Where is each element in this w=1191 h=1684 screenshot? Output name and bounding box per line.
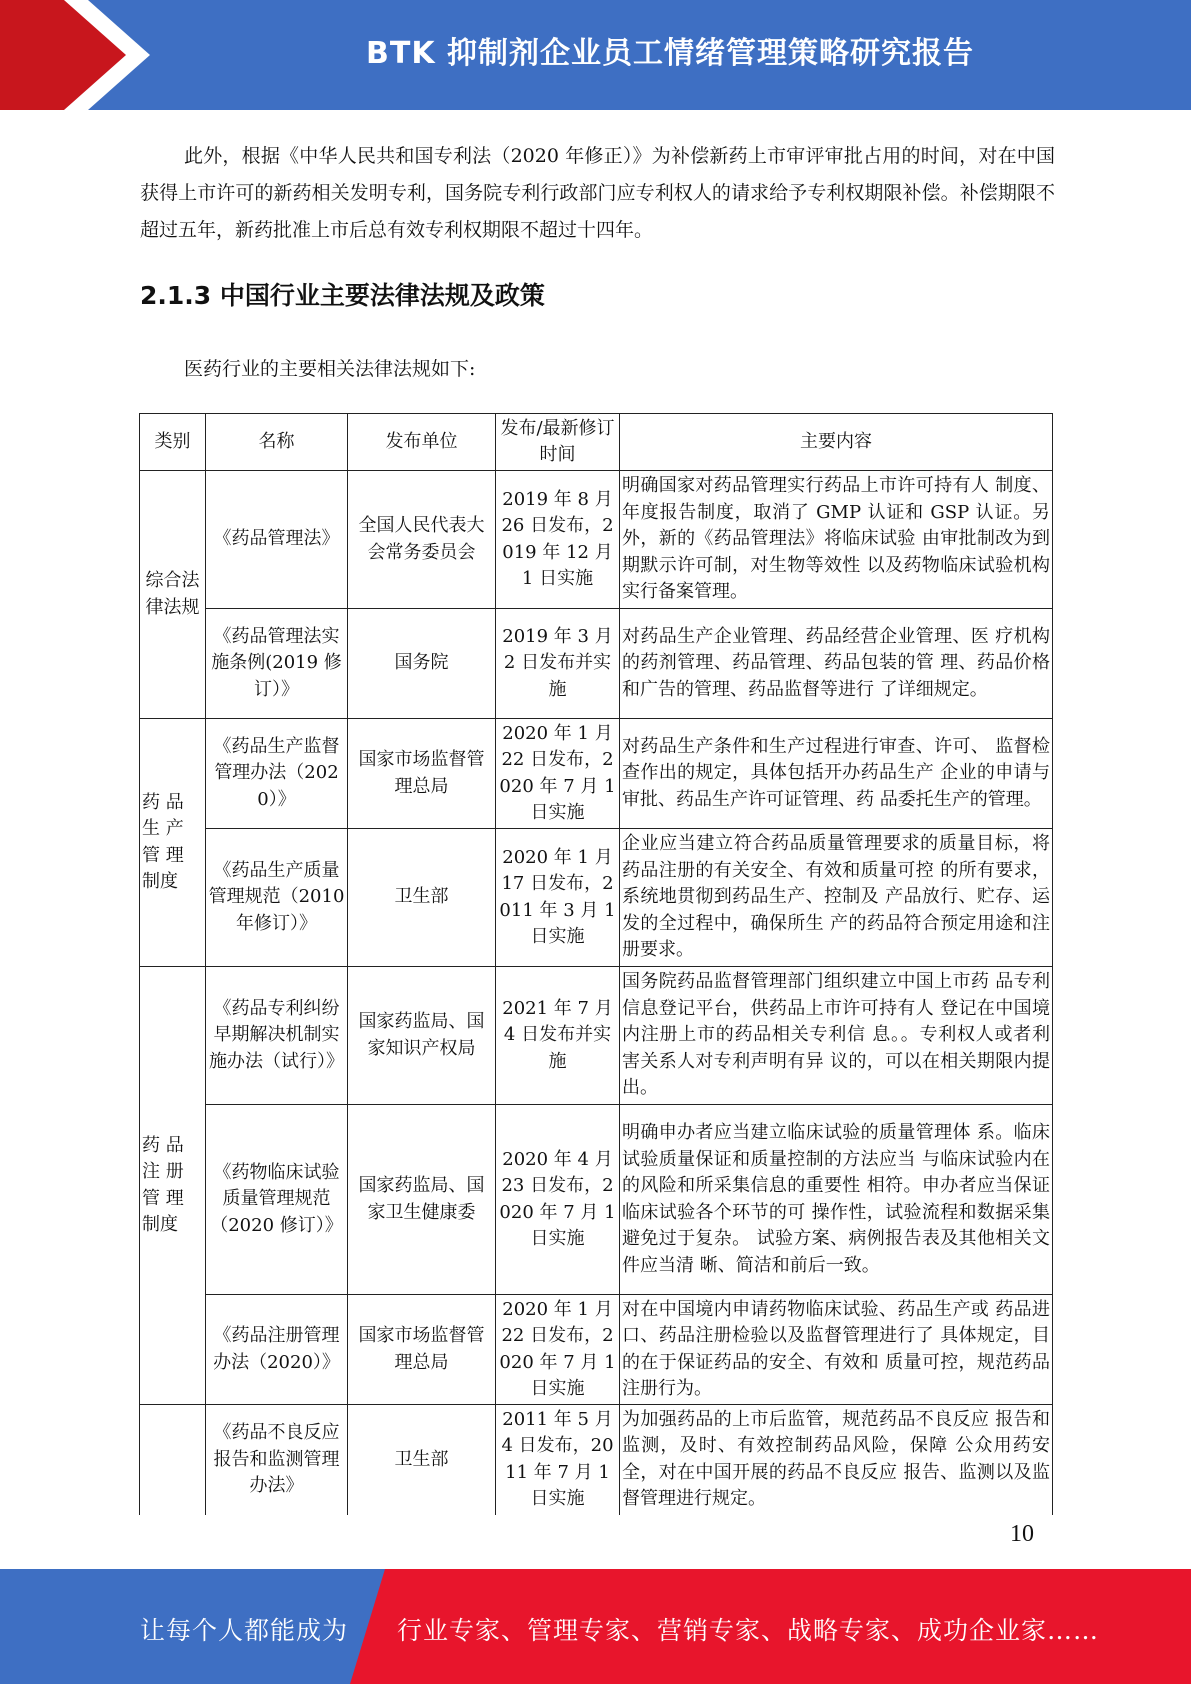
regulation-issuer: 国务院 xyxy=(348,609,496,719)
table-intro-text: 医药行业的主要相关法律法规如下: xyxy=(184,358,476,380)
regulation-date: 2021 年 7 月 4 日发布并实施 xyxy=(496,967,620,1105)
page-header xyxy=(0,0,1191,110)
footer-slogan-left: 让每个人都能成为 xyxy=(140,1616,349,1645)
regulation-name: 《药物临床试验质量管理规范（2020 修订）》 xyxy=(206,1105,348,1295)
regulation-date: 2020 年 1 月 22 日发布，2020 年 7 月 1 日实施 xyxy=(496,1295,620,1405)
regulations-table xyxy=(139,413,1053,1515)
regulation-content: 对药品生产条件和生产过程进行审查、许可、 监督检查作出的规定，具体包括开办药品生产 企业的申请与审批、药品生产许可证管理、药 品委托生产的管理。 xyxy=(620,719,1053,829)
regulation-content: 明确国家对药品管理实行药品上市许可持有人 制度、年度报告制度，取消了 GMP 认证和 GSP 认证。另外，新的《药品管理法》将临床试验 由审批制改为到期默示许可制，对生物等效性 以及药物临床试验机构实行备案管理。 xyxy=(620,471,1053,609)
regulation-content: 明确申办者应当建立临床试验的质量管理体 系。临床试验质量保证和质量控制的方法应当 与临床试验内在的风险和所采集信息的重要性 相符。申办者应当保证临床试验各个环节的可 操作性，试验流程和数据采集避免过于复杂。 试验方案、病例报告表及其他相关文件应当清 晰、简洁和前后一致。 xyxy=(620,1105,1053,1295)
regulation-issuer: 国家药监局、国家知识产权局 xyxy=(348,967,496,1105)
regulation-date: 2020 年 1 月 17 日发布，2011 年 3 月 1 日实施 xyxy=(496,829,620,967)
regulation-content: 国务院药品监督管理部门组织建立中国上市药 品专利信息登记平台，供药品上市许可持有人 登记在中国境内注册上市的药品相关专利信 息。。专利权人或者利害关系人对专利声明有异 议的，可以在相关期限内提出。 xyxy=(620,967,1053,1105)
category-cell: 综合法律法规 xyxy=(140,471,206,719)
table-row xyxy=(140,1105,1053,1295)
section-heading: 2.1.3 中国行业主要法律法规及政策 xyxy=(140,281,545,310)
page-footer xyxy=(0,1569,1191,1684)
table-row xyxy=(140,719,1053,829)
table-row xyxy=(140,609,1053,719)
regulation-date: 2019 年 8 月 26 日发布，2019 年 12 月 1 日实施 xyxy=(496,471,620,609)
page-number: 10 xyxy=(1010,1521,1034,1547)
regulation-content: 对在中国境内申请药物临床试验、药品生产或 药品进口、药品注册检验以及监督管理进行了 具体规定，目的在于保证药品的安全、有效和 质量可控，规范药品注册行为。 xyxy=(620,1295,1053,1405)
regulation-name: 《药品注册管理办法（2020）》 xyxy=(206,1295,348,1405)
header-chevron-graphic xyxy=(0,0,160,110)
regulation-name: 《药品生产监督管理办法（2020）》 xyxy=(206,719,348,829)
table-row xyxy=(140,829,1053,967)
regulation-issuer: 全国人民代表大会常务委员会 xyxy=(348,471,496,609)
table-row xyxy=(140,967,1053,1105)
regulation-issuer: 卫生部 xyxy=(348,829,496,967)
header-content: 主要内容 xyxy=(620,414,1053,471)
regulation-date: 2019 年 3 月 2 日发布并实施 xyxy=(496,609,620,719)
report-title: BTK 抑制剂企业员工情绪管理策略研究报告 xyxy=(365,36,975,71)
regulation-name: 《药品专利纠纷早期解决机制实施办法（试行）》 xyxy=(206,967,348,1105)
regulation-issuer: 国家市场监督管理总局 xyxy=(348,719,496,829)
table-row xyxy=(140,471,1053,609)
regulation-date: 2011 年 5 月 4 日发布，2011 年 7 月 1 日实施 xyxy=(496,1405,620,1515)
header-name: 名称 xyxy=(206,414,348,471)
regulation-content: 对药品生产企业管理、药品经营企业管理、医 疗机构的药剂管理、药品管理、药品包装的管 理、药品价格和广告的管理、药品监督等进行 了详细规定。 xyxy=(620,609,1053,719)
regulation-content: 为加强药品的上市后监管，规范药品不良反应 报告和监测，及时、有效控制药品风险，保障 公众用药安全，对在中国开展的药品不良反应 报告、监测以及监督管理进行规定。 xyxy=(620,1405,1053,1515)
category-cell: 药 品 生 产 管 理 制度 xyxy=(140,719,206,967)
header-category: 类别 xyxy=(140,414,206,471)
header-date: 发布/最新修订时间 xyxy=(496,414,620,471)
regulation-date: 2020 年 4 月 23 日发布，2020 年 7 月 1 日实施 xyxy=(496,1105,620,1295)
regulation-name: 《药品生产质量管理规范（2010 年修订）》 xyxy=(206,829,348,967)
regulation-name: 《药品管理法》 xyxy=(206,471,348,609)
table-row xyxy=(140,1295,1053,1405)
regulation-date: 2020 年 1 月 22 日发布，2020 年 7 月 1 日实施 xyxy=(496,719,620,829)
regulation-name: 《药品管理法实施条例(2019 修订）》 xyxy=(206,609,348,719)
regulation-issuer: 国家市场监督管理总局 xyxy=(348,1295,496,1405)
regulation-issuer: 卫生部 xyxy=(348,1405,496,1515)
category-cell: 药 品 注 册 管 理 制度 xyxy=(140,967,206,1405)
table-header-row xyxy=(140,414,1053,471)
regulation-name: 《药品不良反应报告和监测管理办法》 xyxy=(206,1405,348,1515)
category-cell-empty xyxy=(140,1405,206,1515)
footer-slogan-right: 行业专家、管理专家、营销专家、战略专家、成功企业家…… xyxy=(397,1616,1100,1645)
table-row xyxy=(140,1405,1053,1515)
patent-term-paragraph: 此外，根据《中华人民共和国专利法（2020 年修正）》为补偿新药上市审评审批占用的时间，对在中国获得上市许可的新药相关发明专利，国务院专利行政部门应专利权人的请求给予专利权期限补偿。补偿期限不超过五年，新药批准上市后总有效专利权期限不超过十四年。 xyxy=(140,145,1055,241)
header-issuer: 发布单位 xyxy=(348,414,496,471)
regulation-content: 企业应当建立符合药品质量管理要求的质量目标，将药品注册的有关安全、有效和质量可控 的所有要求，系统地贯彻到药品生产、控制及 产品放行、贮存、运发的全过程中，确保所生 产的药品符合预定用途和注册要求。 xyxy=(620,829,1053,967)
regulation-issuer: 国家药监局、国家卫生健康委 xyxy=(348,1105,496,1295)
